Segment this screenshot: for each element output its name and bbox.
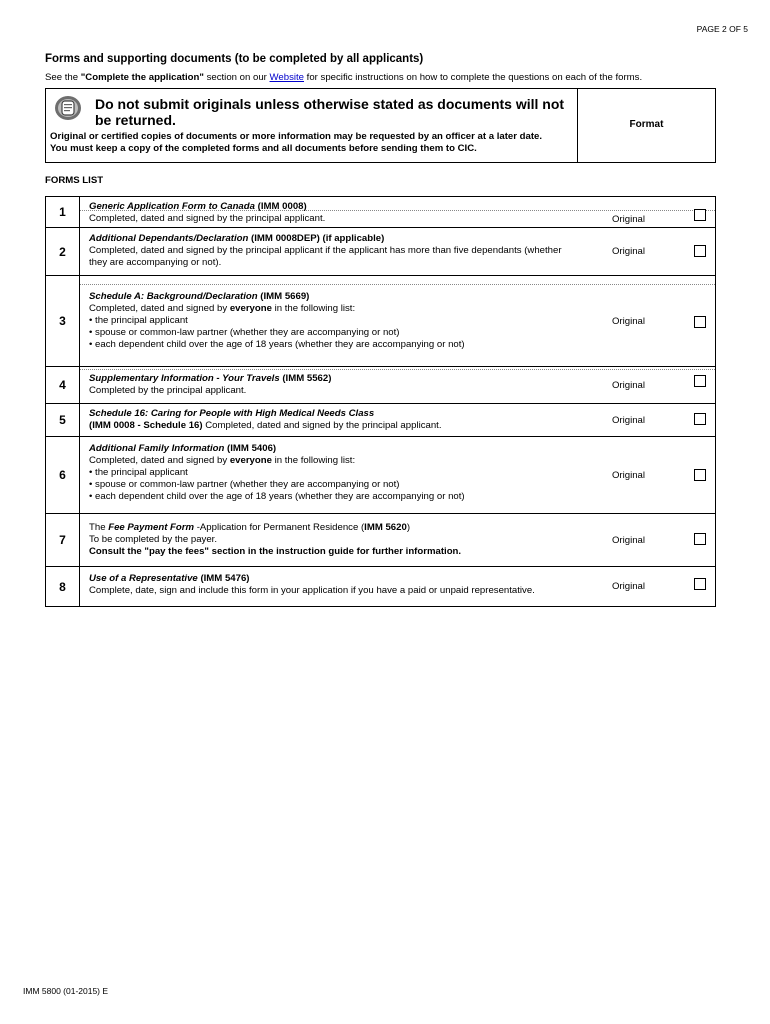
warning-details: [50, 131, 575, 155]
form-footer-code: IMM 5800 (01-2015) E: [23, 986, 109, 996]
form-title: Additional Family Information: [89, 443, 225, 454]
form-code: (IMM 0008): [254, 201, 307, 212]
warning-line-1: Original or certified copies of documents or more information may be requested by an officer at a later date.: [50, 131, 543, 142]
form-checkbox[interactable]: [694, 469, 706, 481]
section-title: Forms and supporting documents (to be completed by all applicants): [45, 53, 424, 65]
form-bullet: • each dependent child over the age of 18 years (whether they are accompanying or not): [89, 491, 465, 502]
warning-box: [45, 88, 716, 163]
form-row-7: [45, 514, 716, 567]
form-instruction: To be completed by the payer.: [89, 534, 217, 545]
form-instruction: Completed, dated and signed by the principal applicant if the applicant has more than five dependants (whether: [89, 245, 562, 256]
form-description: [89, 408, 609, 432]
form-instruction: Complete, date, sign and include this form in your application if you have a paid or unpaid representative.: [89, 585, 535, 596]
form-number: 1: [46, 197, 80, 227]
instructions: [45, 72, 642, 83]
form-format: Original: [611, 379, 646, 391]
form-title: Schedule 16: Caring for People with High Medical Needs Class: [89, 408, 375, 419]
form-code: (IMM 5406): [224, 443, 277, 454]
instructions-quoted: "Complete the application": [80, 72, 204, 83]
form-title: Schedule A: Background/Declaration: [89, 291, 258, 302]
format-column-header: [577, 89, 715, 162]
form-description: [89, 233, 609, 269]
form-format: Original: [611, 213, 646, 225]
form-instruction-cont: they are accompanying or not).: [89, 257, 222, 268]
form-number: 5: [46, 404, 80, 436]
form-format: Original: [611, 534, 646, 546]
form-title: Additional Dependants/Declaration: [89, 233, 249, 244]
form-middle: -Application for Permanent Residence (: [194, 522, 365, 533]
form-bullet: • the principal applicant: [89, 467, 188, 478]
form-description: [89, 573, 609, 597]
form-number: 6: [46, 437, 80, 513]
form-number: 3: [46, 276, 80, 366]
form-number: 7: [46, 514, 80, 566]
instructions-text: See the: [45, 72, 81, 83]
form-code: (IMM 0008DEP) (if applicable): [248, 233, 385, 244]
form-code: (IMM 0008 - Schedule 16): [89, 420, 203, 431]
forms-table: [45, 196, 716, 607]
form-checkbox[interactable]: [694, 316, 706, 328]
form-checkbox[interactable]: [694, 533, 706, 545]
form-checkbox[interactable]: [694, 209, 706, 221]
website-link[interactable]: Website: [269, 72, 305, 83]
form-bullet: • spouse or common-law partner (whether they are accompanying or not): [89, 479, 400, 490]
warning-heading: Do not submit originals unless otherwise stated as documents will not be returned.: [95, 96, 565, 128]
instructions-text-middle: section on our: [203, 72, 270, 83]
form-row-6: [45, 437, 716, 514]
form-row-3: [45, 276, 716, 367]
form-bullet: • spouse or common-law partner (whether they are accompanying or not): [89, 327, 400, 338]
page-number: PAGE 2 OF 5: [696, 24, 748, 34]
form-title: Fee Payment Form: [108, 522, 195, 533]
form-code: (IMM 5476): [197, 573, 250, 584]
form-number: 2: [46, 228, 80, 275]
form-checkbox[interactable]: [694, 578, 706, 590]
form-format: Original: [611, 315, 646, 327]
form-checkbox[interactable]: [694, 413, 706, 425]
form-intro-bold: everyone: [229, 303, 272, 314]
form-intro: Completed, dated and signed by: [89, 455, 230, 466]
warning-icon: [54, 95, 82, 121]
form-row-1: [45, 196, 716, 228]
warning-line-2: You must keep a copy of the completed forms and all documents before sending them to CIC.: [50, 143, 477, 154]
form-row-8: [45, 567, 716, 607]
form-bullet: • the principal applicant: [89, 315, 188, 326]
form-title: Supplementary Information - Your Travels: [89, 373, 280, 384]
instructions-text-after: for specific instructions on how to complete the questions on each of the forms.: [304, 72, 643, 83]
form-intro-after: in the following list:: [271, 455, 356, 466]
form-instruction: Completed, dated and signed by the principal applicant.: [89, 213, 326, 224]
form-checkbox[interactable]: [694, 245, 706, 257]
form-description: [89, 291, 609, 351]
form-prefix: The: [89, 522, 109, 533]
forms-list-label: FORMS LIST: [45, 175, 104, 186]
form-format: Original: [611, 581, 646, 592]
form-description: [89, 373, 609, 397]
form-description: [89, 443, 609, 503]
form-row-4: [45, 367, 716, 404]
form-number: 4: [46, 367, 80, 403]
form-note: Consult the "pay the fees" section in the instruction guide for further information.: [89, 546, 462, 557]
format-label: Format: [629, 119, 664, 130]
form-code: (IMM 5562): [279, 373, 332, 384]
form-row-2: [45, 228, 716, 276]
form-format: Original: [611, 414, 646, 426]
form-instruction: Completed, dated and signed by the principal applicant.: [202, 420, 442, 431]
form-row-5: [45, 404, 716, 437]
form-code: (IMM 5669): [257, 291, 310, 302]
form-suffix: ): [406, 522, 411, 533]
form-format: Original: [611, 246, 646, 257]
form-description: [89, 201, 609, 225]
form-format: Original: [611, 469, 646, 481]
form-description: [89, 522, 609, 558]
form-code: IMM 5620: [364, 522, 407, 533]
form-title: Use of a Representative: [89, 573, 198, 584]
form-intro-bold: everyone: [229, 455, 272, 466]
form-instruction: Completed by the principal applicant.: [89, 385, 247, 396]
form-bullet: • each dependent child over the age of 18 years (whether they are accompanying or not): [89, 339, 465, 350]
form-title: Generic Application Form to Canada: [89, 201, 255, 212]
form-number: 8: [46, 567, 80, 606]
form-checkbox[interactable]: [694, 375, 706, 387]
form-intro: Completed, dated and signed by: [89, 303, 230, 314]
form-intro-after: in the following list:: [271, 303, 356, 314]
